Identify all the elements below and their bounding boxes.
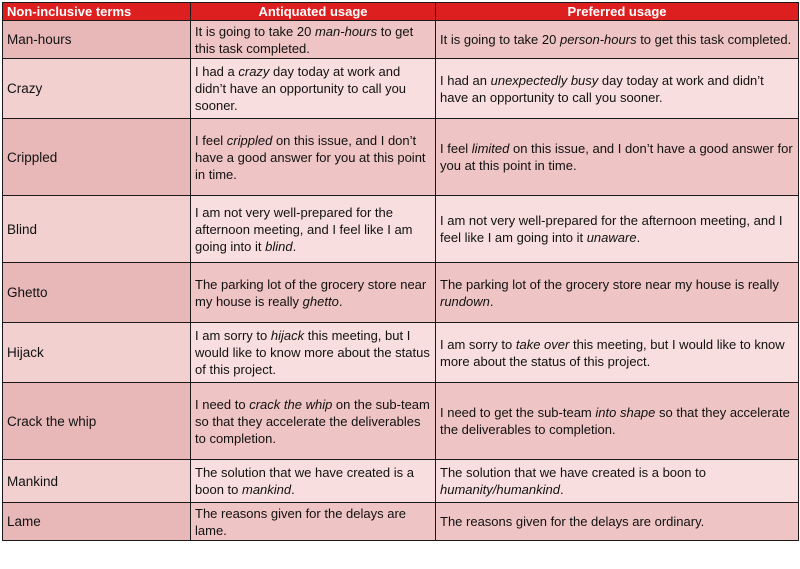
text-segment: I had an <box>440 72 491 88</box>
emphasized-term: blind <box>265 238 293 254</box>
text-segment: I feel <box>195 132 227 148</box>
preferred-usage-cell <box>436 503 799 541</box>
emphasized-term: unexpectedly busy <box>490 72 599 88</box>
term-cell: Crack the whip <box>3 383 191 460</box>
text-segment: . <box>292 238 297 254</box>
header-row <box>3 3 799 21</box>
term-cell: Mankind <box>3 460 191 503</box>
table-body <box>3 21 799 541</box>
text-segment: this meeting, but I would like to know more about the status of this project. <box>195 328 430 377</box>
term-cell: Crippled <box>3 119 191 196</box>
text-segment: The parking lot of the grocery store near my house is really <box>440 276 779 292</box>
text-segment: on this issue, and I don’t have a good answer for you at this point in time. <box>195 132 426 182</box>
antiquated-usage-cell <box>191 503 436 541</box>
text-segment: this meeting, but I would like to know more about the status of this project. <box>440 336 785 369</box>
preferred-usage-cell <box>436 119 799 196</box>
text-segment: The parking lot of the grocery store near my house is really <box>195 276 427 309</box>
text-segment: It is going to take 20 <box>195 23 315 39</box>
emphasized-term: ghetto <box>302 293 339 309</box>
text-segment: I am not very well-prepared for the afternoon meeting, and I feel like I am going into it <box>195 204 413 254</box>
antiquated-usage-cell <box>191 323 436 383</box>
preferred-usage-cell <box>436 21 799 59</box>
text-segment: It is going to take 20 <box>440 32 560 47</box>
term-cell: Hijack <box>3 323 191 383</box>
text-segment: to get this task completed. <box>195 23 414 56</box>
preferred-usage-cell <box>436 263 799 323</box>
emphasized-term: crazy <box>238 64 270 79</box>
header-preferred-usage: Preferred usage <box>436 3 799 21</box>
preferred-usage-cell <box>436 59 799 119</box>
table-row <box>3 21 799 59</box>
term-cell: Crazy <box>3 59 191 119</box>
terms-table-container <box>2 2 798 567</box>
table-row <box>3 196 799 263</box>
text-segment: The reasons given for the delays are ordinary. <box>440 514 705 529</box>
antiquated-usage-cell <box>191 263 436 323</box>
preferred-usage-cell <box>436 460 799 503</box>
term-cell: Lame <box>3 503 191 541</box>
table-row <box>3 383 799 460</box>
preferred-usage-cell <box>436 383 799 460</box>
text-segment: I need to <box>195 396 250 412</box>
antiquated-usage-cell <box>191 383 436 460</box>
term-cell: Man-hours <box>3 21 191 59</box>
emphasized-term: crippled <box>226 132 273 148</box>
preferred-usage-cell <box>436 196 799 263</box>
antiquated-usage-cell <box>191 59 436 119</box>
text-segment: on this issue, and I don’t have a good answer for you at this point in time. <box>440 141 793 173</box>
text-segment: I need to get the sub-team <box>440 405 596 420</box>
text-segment: The solution that we have created is a boon to <box>440 465 706 480</box>
antiquated-usage-cell <box>191 119 436 196</box>
emphasized-term: unaware <box>586 230 637 245</box>
table-row <box>3 119 799 196</box>
emphasized-term: person-hours <box>559 32 637 47</box>
table-row <box>3 59 799 119</box>
antiquated-usage-cell <box>191 196 436 263</box>
text-segment: . <box>338 293 343 309</box>
antiquated-usage-cell <box>191 460 436 503</box>
text-segment: The reasons given for the delays are lame. <box>195 505 407 538</box>
text-segment: day today at work and didn’t have an opportunity to call you sooner. <box>195 64 407 113</box>
term-cell: Ghetto <box>3 263 191 323</box>
text-segment: I feel <box>440 141 472 156</box>
emphasized-term: rundown <box>440 293 490 309</box>
emphasized-term: crack the whip <box>249 396 333 412</box>
emphasized-term: into shape <box>595 405 656 420</box>
table-row <box>3 263 799 323</box>
emphasized-term: mankind <box>242 482 292 497</box>
emphasized-term: limited <box>471 141 510 156</box>
term-cell: Blind <box>3 196 191 263</box>
text-segment: day today at work and didn’t have an opportunity to call you sooner. <box>440 72 764 105</box>
header-non-inclusive-terms: Non-inclusive terms <box>3 3 191 21</box>
table-row <box>3 503 799 541</box>
text-segment: . <box>489 293 494 309</box>
text-segment: I am sorry to <box>195 328 271 343</box>
emphasized-term: humanity/humankind <box>440 482 560 497</box>
header-antiquated-usage: Antiquated usage <box>191 3 436 21</box>
antiquated-usage-cell <box>191 21 436 59</box>
table-row <box>3 460 799 503</box>
emphasized-term: take over <box>515 336 570 352</box>
text-segment: on the sub-team so that they accelerate the deliverables to completion. <box>195 396 430 446</box>
text-segment: . <box>291 482 295 497</box>
terms-table <box>2 2 799 541</box>
text-segment: so that they accelerate the deliverables to completion. <box>440 405 790 437</box>
text-segment: . <box>636 230 641 245</box>
emphasized-term: man-hours <box>314 23 378 39</box>
text-segment: I had a <box>195 64 239 79</box>
text-segment: . <box>559 482 564 497</box>
emphasized-term: hijack <box>270 328 305 343</box>
text-segment: I am not very well-prepared for the afternoon meeting, and I feel like I am going into it <box>440 213 783 245</box>
preferred-usage-cell <box>436 323 799 383</box>
table-row <box>3 323 799 383</box>
text-segment: to get this task completed. <box>636 32 792 47</box>
text-segment: The solution that we have created is a boon to <box>195 465 414 497</box>
text-segment: I am sorry to <box>440 336 516 352</box>
